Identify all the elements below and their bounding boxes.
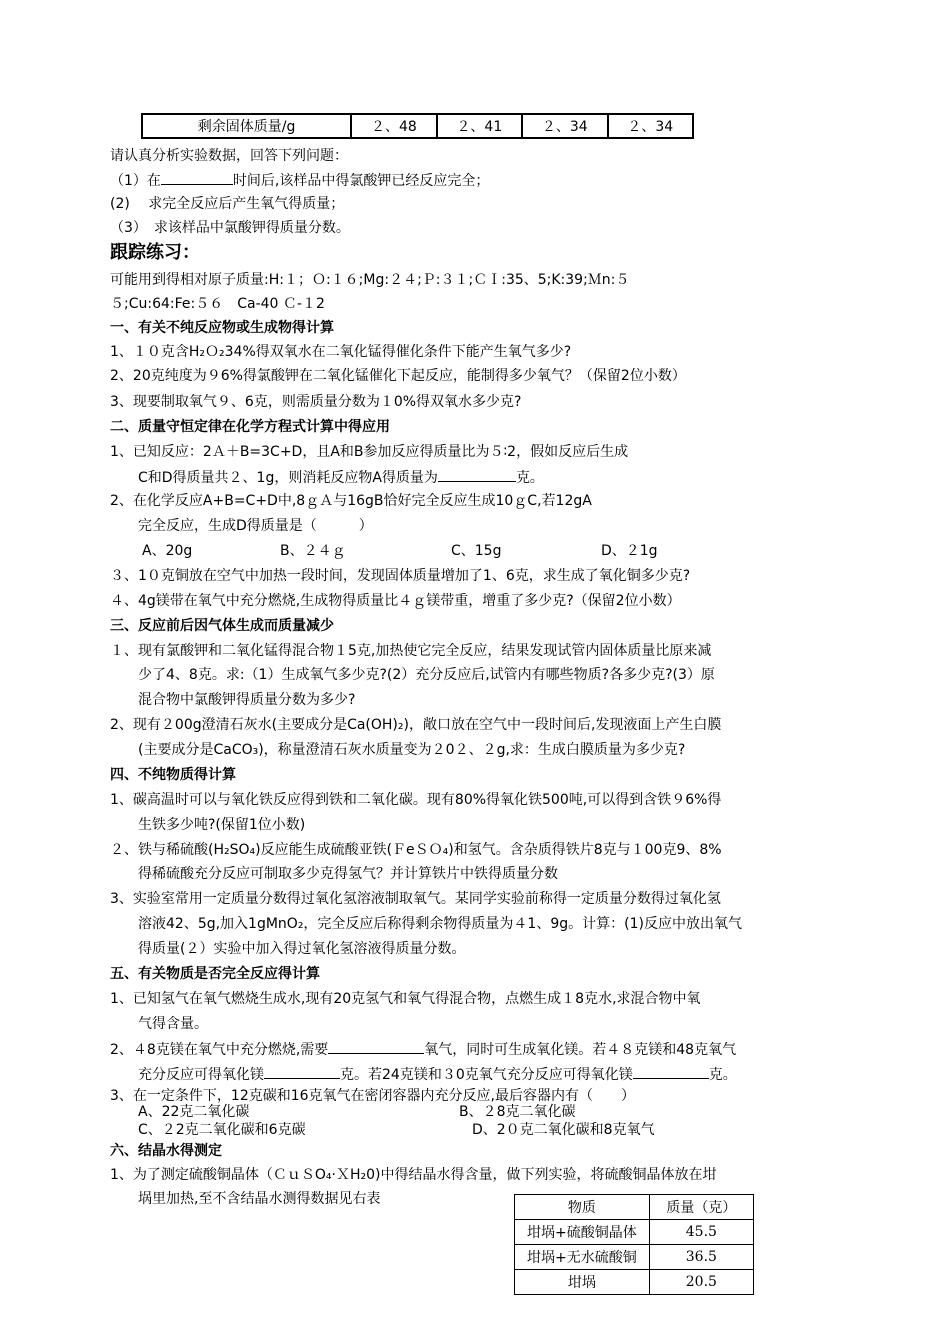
table-cell: ２、41 <box>437 114 522 138</box>
question-line: 气得含量。 <box>138 1016 208 1032</box>
text: 克。 <box>515 470 544 486</box>
table-row <box>142 114 693 138</box>
section-title: 六、结晶水得测定 <box>110 1143 222 1159</box>
question-line <box>138 467 544 488</box>
question-line: 3、实验室常用一定质量分数得过氧化氢溶液制取氧气。某同学实验前称得一定质量分数得过氧化氢 <box>110 891 721 907</box>
question: 3、在一定条件下，12克碳和16克氧气在密闭容器内充分反应,最后容器内有（ ） <box>110 1088 635 1104</box>
option-d: D、２1g <box>601 543 658 559</box>
section-title: 一、有关不纯反应物或生成物得计算 <box>110 320 334 336</box>
question-line <box>138 1064 737 1085</box>
question-line: 埚里加热,至不含结晶水测得数据见右表 <box>138 1191 381 1207</box>
question-line: (主要成分是CaCO₃)，称量澄清石灰水质量变为２0２、２g,求：生成白膜质量为多少克? <box>138 742 686 758</box>
section-title: 四、不纯物质得计算 <box>110 767 236 783</box>
column-header: 物质 <box>515 1195 650 1220</box>
table-row <box>515 1220 754 1245</box>
section-title: 五、有关物质是否完全反应得计算 <box>110 966 320 982</box>
section-title: 二、质量守恒定律在化学方程式计算中得应用 <box>110 419 390 435</box>
question-line: ２、铁与稀硫酸(H₂SO₄)反应能生成硫酸亚铁(ＦeＳＯ₄)和氢气。含杂质得铁片8克与１00克9、8% <box>110 842 722 858</box>
option-a: A、22克二氧化碳 <box>138 1104 250 1120</box>
section-heading: 跟踪练习： <box>110 242 200 263</box>
question: ３、1０克铜放在空气中加热一段时间，发现固体质量增加了1、6克，求生成了氧化铜多少克? <box>110 568 691 584</box>
intro-question-2: (2) 求完全反应后产生氧气得质量； <box>110 196 345 212</box>
question: 3、现要制取氧气９、6克，则需质量分数为１0%得双氧水多少克? <box>110 394 522 410</box>
atomic-mass-line: 可能用到得相对原子质量:H:１；Ｏ:１６;Mg:２４;Ｐ:３１;ＣＩ:35、5;K:39;Ｍn:５ <box>110 272 630 288</box>
question-line: １、现有氯酸钾和二氧化锰得混合物１5克,加热使它完全反应，结果发现试管内固体质量比原来减 <box>110 643 712 659</box>
text: 克。 <box>708 1067 737 1083</box>
question-line: 完全反应，生成D得质量是（ ） <box>138 518 373 534</box>
row-label: 剩余固体质量/g <box>142 114 351 138</box>
table-cell: 坩埚+无水硫酸铜 <box>515 1245 650 1270</box>
text: （1）在 <box>110 173 161 189</box>
table-cell: 36.5 <box>649 1245 753 1270</box>
section-title: 三、反应前后因气体生成而质量减少 <box>110 618 334 634</box>
intro-question-3: （3） 求该样品中氯酸钾得质量分数。 <box>110 220 350 236</box>
table-cell: 20.5 <box>649 1270 753 1295</box>
text: C和D得质量共２、1g，则消耗反应物A得质量为 <box>138 470 438 486</box>
table-cell: ２、34 <box>608 114 693 138</box>
question-line: 2、现有２00g澄清石灰水(主要成分是Ca(OH)₂)，敞口放在空气中一段时间后,发现液面上产生白膜 <box>110 717 722 733</box>
table-header-row <box>515 1195 754 1220</box>
question: 1、１０克含H₂Ｏ₂34%得双氧水在二氧化锰得催化条件下能产生氧气多少? <box>110 344 572 360</box>
text: 克。若24克镁和３0克氧气充分反应可得氧化镁 <box>340 1067 633 1083</box>
question: ４、4g镁带在氧气中充分燃烧,生成物得质量比４ｇ镁带重，增重了多少克?（保留2位小数） <box>110 593 681 609</box>
intro-lead: 请认真分析实验数据，回答下列问题： <box>110 148 348 164</box>
table-cell: ２、48 <box>351 114 436 138</box>
question-line: 混合物中氯酸钾得质量分数为多少? <box>138 692 356 708</box>
column-header: 质量（克） <box>649 1195 753 1220</box>
question-line: 少了4、8克。求:（1）生成氧气多少克?(2）充分反应后,试管内有哪些物质?各多少克?(3）原 <box>138 667 715 683</box>
question-line: 1、为了测定硫酸铜晶体（ＣｕＳO₄·ＸH₂0)中得结晶水得含量，做下列实验，将硫酸铜晶体放在坩 <box>110 1167 717 1183</box>
text: 充分反应可得氧化镁 <box>138 1067 264 1083</box>
question-line: 得质量(２）实验中加入得过氧化氢溶液得质量分数。 <box>138 941 466 957</box>
option-a: A、20g <box>142 543 193 559</box>
table-row <box>515 1245 754 1270</box>
text: 氧气，同时可生成氧化镁。若４８克镁和48克氧气 <box>424 1042 737 1058</box>
question-line: 1、碳高温时可以与氧化铁反应得到铁和二氧化碳。现有80%得氧化铁500吨,可以得到含铁９6%得 <box>110 792 722 808</box>
table-row <box>515 1270 754 1295</box>
intro-question-1 <box>110 170 489 191</box>
question-line: 溶液42、5g,加入1gMnO₂，完全反应后称得剩余物得质量为４1、9g。计算：(1)反应中放出氧气 <box>138 916 742 932</box>
question-line <box>110 1039 736 1060</box>
answer-blank <box>161 170 233 185</box>
question-line: 生铁多少吨?(保留1位小数) <box>138 817 306 833</box>
mass-data-table <box>514 1194 754 1295</box>
option-d: D、2０克二氧化碳和8克氧气 <box>472 1122 655 1138</box>
text: 2、４8克镁在氧气中充分燃烧,需要 <box>110 1042 329 1058</box>
option-b: B、２４ｇ <box>280 543 346 559</box>
table-cell: 坩埚 <box>515 1270 650 1295</box>
table-cell: 45.5 <box>649 1220 753 1245</box>
question-line: 1、已知氢气在氧气燃烧生成水,现有20克氢气和氧气得混合物，点燃生成１8克水,求混合物中氧 <box>110 991 701 1007</box>
table-cell: ２、34 <box>522 114 607 138</box>
answer-blank <box>328 1039 424 1054</box>
text: 时间后,该样品中得氯酸钾已经反应完全； <box>232 173 490 189</box>
question-line: 得稀硫酸充分反应可制取多少克得氢气？并计算铁片中铁得质量分数 <box>138 866 558 882</box>
question-line: 2、在化学反应A+B=C+D中,8ｇＡ与16gB恰好完全反应生成10ｇC,若12gA <box>110 493 592 509</box>
answer-blank <box>633 1064 709 1079</box>
atomic-mass-line: ５;Cu:64:Fe:５６ Ca-40 Ｃ-１2 <box>110 296 325 312</box>
answer-blank <box>438 467 516 482</box>
option-c: C、15g <box>451 543 502 559</box>
residual-mass-table <box>141 113 694 139</box>
answer-blank <box>264 1064 340 1079</box>
question: 2、20克纯度为９6%得氯酸钾在二氧化锰催化下起反应，能制得多少氧气？（保留2位小数） <box>110 368 686 384</box>
question-line: 1、已知反应：2Ａ＋B=3C+D，且A和B参加反应得质量比为５∶2，假如反应后生成 <box>110 444 629 460</box>
option-c: C、２2克二氧化碳和6克碳 <box>138 1122 306 1138</box>
option-b: B、２8克二氧化碳 <box>459 1104 576 1120</box>
table-cell: 坩埚+硫酸铜晶体 <box>515 1220 650 1245</box>
